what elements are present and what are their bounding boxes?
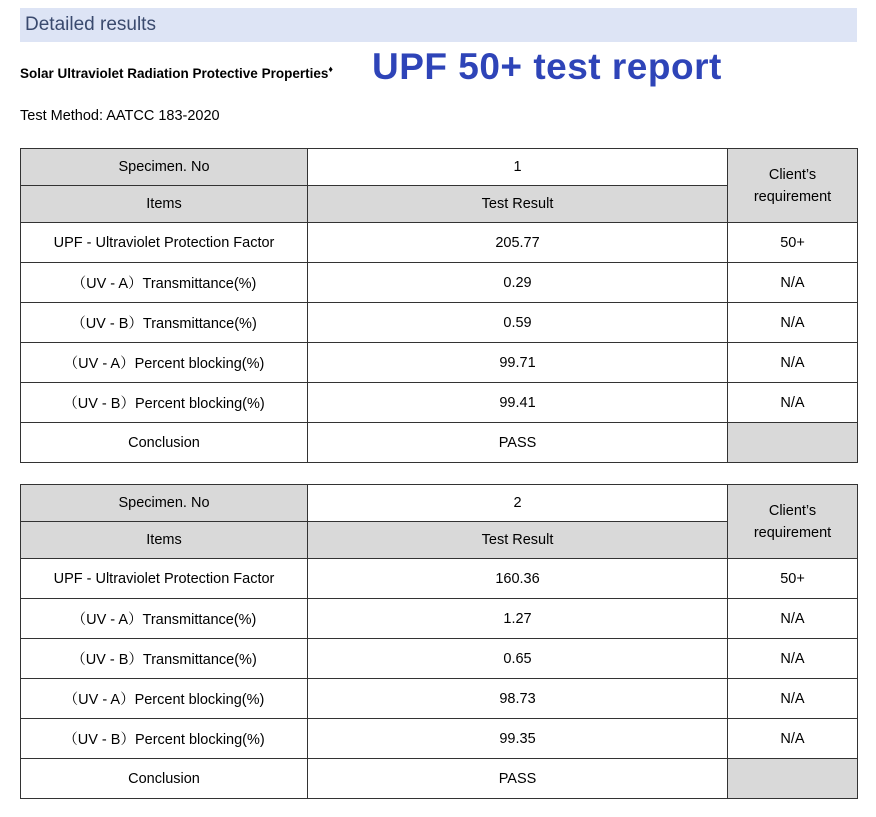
table-header-row: [21, 485, 858, 522]
result-cell: 0.59: [308, 303, 728, 343]
requirement-label-line2: requirement: [753, 188, 832, 205]
requirement-cell: N/A: [728, 719, 858, 759]
report-subtitle: [20, 66, 333, 81]
result-cell: 99.35: [308, 719, 728, 759]
items-label: Items: [21, 186, 308, 223]
requirement-label-line1: Client’s: [768, 166, 817, 183]
table-row: [21, 223, 858, 263]
results-table-specimen-1: [20, 148, 858, 463]
item-cell: （UV - A）Transmittance(%): [21, 263, 308, 303]
item-cell: （UV - B）Transmittance(%): [21, 303, 308, 343]
item-cell: （UV - A）Percent blocking(%): [21, 343, 308, 383]
requirement-header: [728, 485, 858, 559]
result-cell: 0.29: [308, 263, 728, 303]
item-cell: （UV - B）Percent blocking(%): [21, 383, 308, 423]
empty-cell: [728, 759, 858, 799]
section-title: Detailed results: [25, 14, 156, 35]
requirement-cell: N/A: [728, 343, 858, 383]
requirement-label-line2: requirement: [753, 524, 832, 541]
empty-cell: [728, 423, 858, 463]
table-row: [21, 559, 858, 599]
requirement-cell: N/A: [728, 679, 858, 719]
result-cell: 1.27: [308, 599, 728, 639]
subtitle-text: Solar Ultraviolet Radiation Protective Properties: [20, 66, 329, 81]
requirement-label-line1: Client’s: [768, 502, 817, 519]
items-label: Items: [21, 522, 308, 559]
table-row: [21, 599, 858, 639]
item-cell: （UV - A）Transmittance(%): [21, 599, 308, 639]
item-cell: （UV - A）Percent blocking(%): [21, 679, 308, 719]
section-header-bar: [20, 8, 857, 42]
conclusion-label: Conclusion: [21, 759, 308, 799]
table-row: [21, 343, 858, 383]
conclusion-label: Conclusion: [21, 423, 308, 463]
table-row: [21, 639, 858, 679]
requirement-cell: N/A: [728, 639, 858, 679]
conclusion-value: PASS: [308, 759, 728, 799]
requirement-cell: N/A: [728, 383, 858, 423]
specimen-label: Specimen. No: [21, 485, 308, 522]
conclusion-value: PASS: [308, 423, 728, 463]
requirement-cell: N/A: [728, 303, 858, 343]
table-row: [21, 263, 858, 303]
table-header-row: [21, 149, 858, 186]
item-cell: （UV - B）Transmittance(%): [21, 639, 308, 679]
result-cell: 0.65: [308, 639, 728, 679]
item-cell: UPF - Ultraviolet Protection Factor: [21, 223, 308, 263]
result-cell: 160.36: [308, 559, 728, 599]
overlay-title: UPF 50+ test report: [372, 46, 722, 87]
requirement-header: [728, 149, 858, 223]
results-table-specimen-2: [20, 484, 858, 799]
table-row: [21, 303, 858, 343]
conclusion-row: [21, 759, 858, 799]
specimen-number: 2: [308, 485, 728, 522]
requirement-cell: 50+: [728, 223, 858, 263]
table-row: [21, 719, 858, 759]
result-label: Test Result: [308, 522, 728, 559]
diamond-icon: ♦: [328, 64, 333, 74]
specimen-label: Specimen. No: [21, 149, 308, 186]
requirement-cell: N/A: [728, 599, 858, 639]
requirement-cell: 50+: [728, 559, 858, 599]
conclusion-row: [21, 423, 858, 463]
result-cell: 99.41: [308, 383, 728, 423]
result-cell: 205.77: [308, 223, 728, 263]
requirement-cell: N/A: [728, 263, 858, 303]
item-cell: （UV - B）Percent blocking(%): [21, 719, 308, 759]
test-method: Test Method: AATCC 183-2020: [20, 108, 220, 124]
result-cell: 99.71: [308, 343, 728, 383]
result-cell: 98.73: [308, 679, 728, 719]
item-cell: UPF - Ultraviolet Protection Factor: [21, 559, 308, 599]
specimen-number: 1: [308, 149, 728, 186]
table-row: [21, 383, 858, 423]
table-row: [21, 679, 858, 719]
result-label: Test Result: [308, 186, 728, 223]
